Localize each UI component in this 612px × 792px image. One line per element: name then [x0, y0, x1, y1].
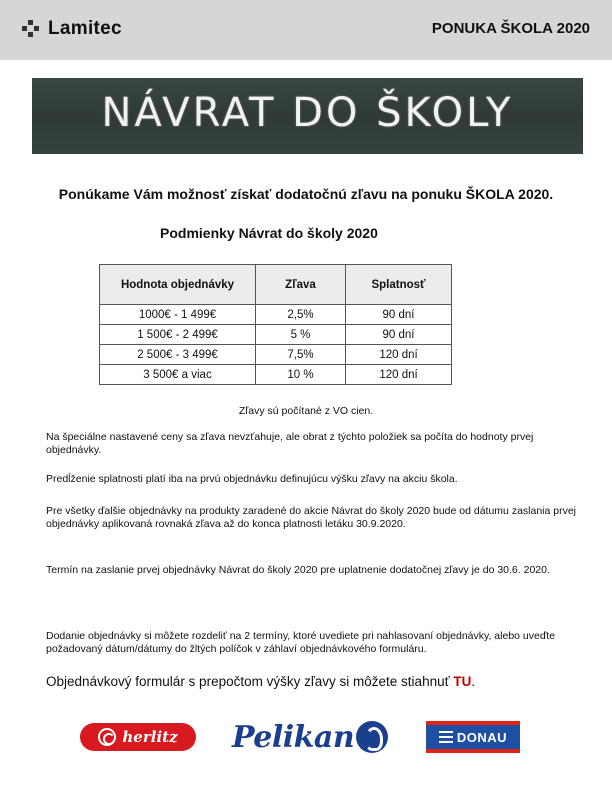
page-title: PONUKA ŠKOLA 2020 [431, 20, 590, 37]
column-header-due-period: Splatnosť [346, 265, 452, 305]
special-prices-note: Na špeciálne nastavené ceny sa zľava nevzťahuje, ale obrat z týchto položiek sa počíta do hodnoty prvej objednávky. [46, 431, 534, 456]
conditions-heading: Podmienky Návrat do školy 2020 [160, 225, 378, 241]
table-row [100, 305, 452, 325]
download-link[interactable]: TU [453, 674, 472, 689]
conditions-table [99, 264, 452, 385]
donau-logo-text: DONAU [456, 729, 508, 745]
banner-text: NÁVRAT DO ŠKOLY [101, 90, 514, 136]
extension-note: Predĺženie splatnosti platí iba na prvú objednávku definujúcu výšku zľavy na akciu škola. [46, 473, 458, 485]
deadline-note: Termín na zaslanie prvej objednávky Návrat do školy 2020 pre uplatnenie dodatočnej zľavy je do 30.6. 2020. [46, 564, 550, 576]
table-header-row [100, 265, 452, 305]
download-line [46, 674, 475, 689]
table-row [100, 325, 452, 345]
table-row [100, 345, 452, 365]
waves-icon [439, 731, 453, 743]
table-cell: 90 dní [346, 325, 452, 345]
table-cell: 1 500€ - 2 499€ [100, 325, 256, 345]
column-header-order-value: Hodnota objednávky [100, 265, 256, 305]
table-cell: 120 dní [346, 345, 452, 365]
chalkboard-banner [32, 78, 583, 154]
table-cell: 5 % [256, 325, 346, 345]
pelikan-logo-text: Pelikan [232, 719, 355, 755]
download-suffix: . [471, 674, 476, 689]
brand-name: Lamitec [48, 18, 122, 39]
table-cell: 2 500€ - 3 499€ [100, 345, 256, 365]
lamitec-logo [22, 18, 122, 40]
herlitz-logo-icon [98, 728, 116, 746]
donau-logo [426, 721, 520, 753]
table-cell: 7,5% [256, 345, 346, 365]
vat-note: Zľavy sú počítané z VO cien. [238, 405, 374, 417]
herlitz-logo-text: herlitz [122, 728, 178, 746]
table-cell: 10 % [256, 365, 346, 385]
table-cell: 3 500€ a viac [100, 365, 256, 385]
delivery-note: Dodanie objednávky si môžete rozdeliť na 2 termíny, ktoré uvediete pri nahlasovaní objednávky, alebo uveďte požadovaný dátum/dátumy do žltých políčok v záhlaví objednávkového formuláru. [46, 630, 556, 655]
pelican-icon [356, 721, 388, 753]
page-header [0, 0, 612, 60]
table-cell: 120 dní [346, 365, 452, 385]
table-cell: 2,5% [256, 305, 346, 325]
table-row [100, 365, 452, 385]
herlitz-logo [80, 723, 196, 751]
further-orders-note: Pre všetky ďalšie objednávky na produkty zaradené do akcie Návrat do školy 2020 bude od dátumu zaslania prvej objednávky aplikovaná rovnaká zľava až do konca platnosti letáku 30.9.2020. [46, 505, 577, 530]
column-header-discount: Zľava [256, 265, 346, 305]
offer-headline: Ponúkame Vám možnosť získať dodatočnú zľavu na ponuku ŠKOLA 2020. [58, 186, 554, 202]
download-text: Objednávkový formulár s prepočtom výšky zľavy si môžete stiahnuť [46, 674, 454, 689]
table-cell: 1000€ - 1 499€ [100, 305, 256, 325]
lamitec-logo-icon [22, 19, 46, 39]
table-cell: 90 dní [346, 305, 452, 325]
pelikan-logo [232, 718, 388, 756]
